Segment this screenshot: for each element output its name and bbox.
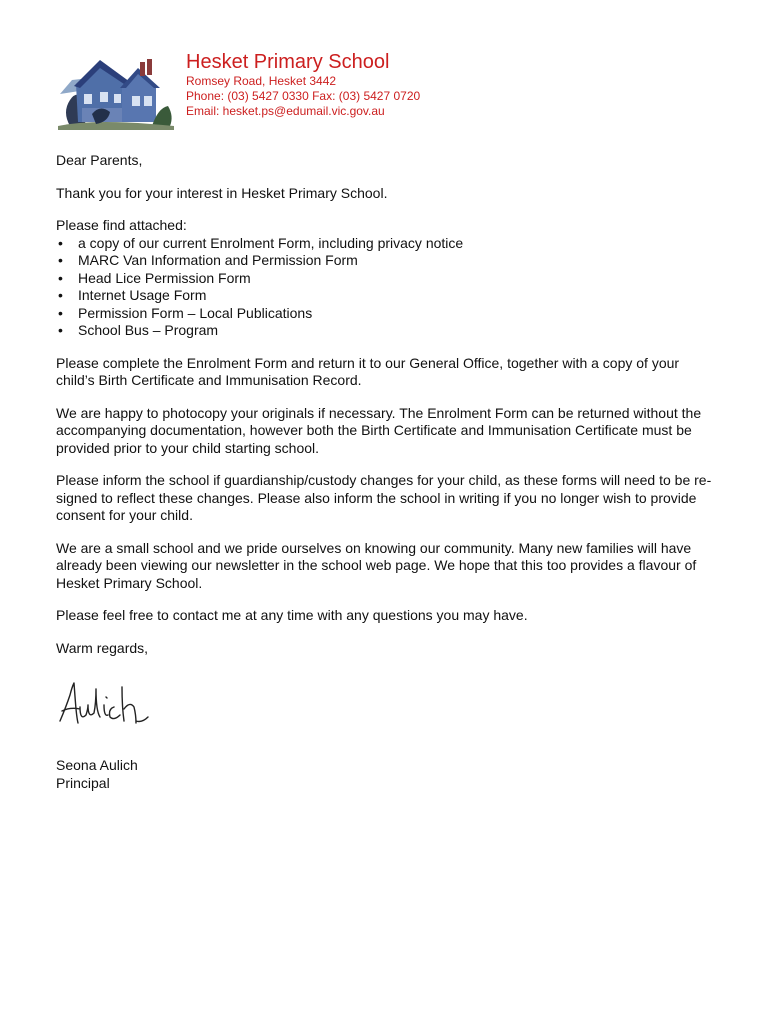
list-item: • MARC Van Information and Permission Form — [58, 252, 358, 268]
bullet-icon: • — [58, 322, 63, 338]
bullet-icon: • — [58, 287, 63, 303]
list-item: • Internet Usage Form — [58, 287, 207, 303]
list-item: • a copy of our current Enrolment Form, including privacy notice — [58, 234, 464, 251]
complete-form-paragraph: Please complete the Enrolment Form and return it to our General Office, together with a copy of your child’s Birth Certificate and Immunisation Record. — [56, 354, 680, 388]
letterhead — [56, 50, 716, 130]
school-details — [186, 50, 420, 119]
school-email: Email: hesket.ps@edumail.vic.gov.au — [186, 104, 385, 118]
bullet-icon: • — [58, 252, 63, 268]
contact-paragraph: Please feel free to contact me at any time with any questions you may have. — [56, 607, 528, 623]
signer-name: Seona Aulich — [56, 757, 138, 773]
signature — [56, 677, 166, 729]
letter-body — [56, 152, 721, 792]
signer-block — [56, 757, 721, 792]
custody-paragraph: Please inform the school if guardianship/custody changes for your child, as these forms will need to be re-signed to reflect these changes. Please also inform the school in writing if you no longer wish to provide consent for your child. — [56, 472, 712, 523]
school-building-logo — [56, 56, 176, 130]
school-name: Hesket Primary School — [186, 51, 390, 73]
list-item: • Permission Form – Local Publications — [58, 304, 313, 321]
attachment-list — [56, 235, 721, 340]
signer-title: Principal — [56, 774, 110, 791]
closing: Warm regards, — [56, 639, 149, 656]
bullet-icon: • — [58, 234, 63, 251]
school-address: Romsey Road, Hesket 3442 — [186, 74, 337, 88]
thanks-paragraph: Thank you for your interest in Hesket Primary School. — [56, 184, 388, 201]
bullet-icon: • — [58, 304, 63, 321]
list-item: • School Bus – Program — [58, 322, 219, 338]
list-item: • Head Lice Permission Form — [58, 269, 251, 286]
school-phone-fax: Phone: (03) 5427 0330 Fax: (03) 5427 0720 — [186, 89, 421, 103]
community-paragraph: We are a small school and we pride ourselves on knowing our community. Many new families will have already been viewing our newsletter in the school web page. We hope that this too provides a flavour of Hesket Primary School. — [56, 539, 697, 591]
salutation: Dear Parents, — [56, 152, 143, 168]
photocopy-paragraph: We are happy to photocopy your originals if necessary. The Enrolment Form can be returned without the accompanying documentation, however both the Birth Certificate and Immunisation Certificate must be provided prior to your child starting school. — [56, 404, 702, 456]
attached-intro: Please find attached: — [56, 217, 187, 233]
bullet-icon: • — [58, 269, 63, 286]
